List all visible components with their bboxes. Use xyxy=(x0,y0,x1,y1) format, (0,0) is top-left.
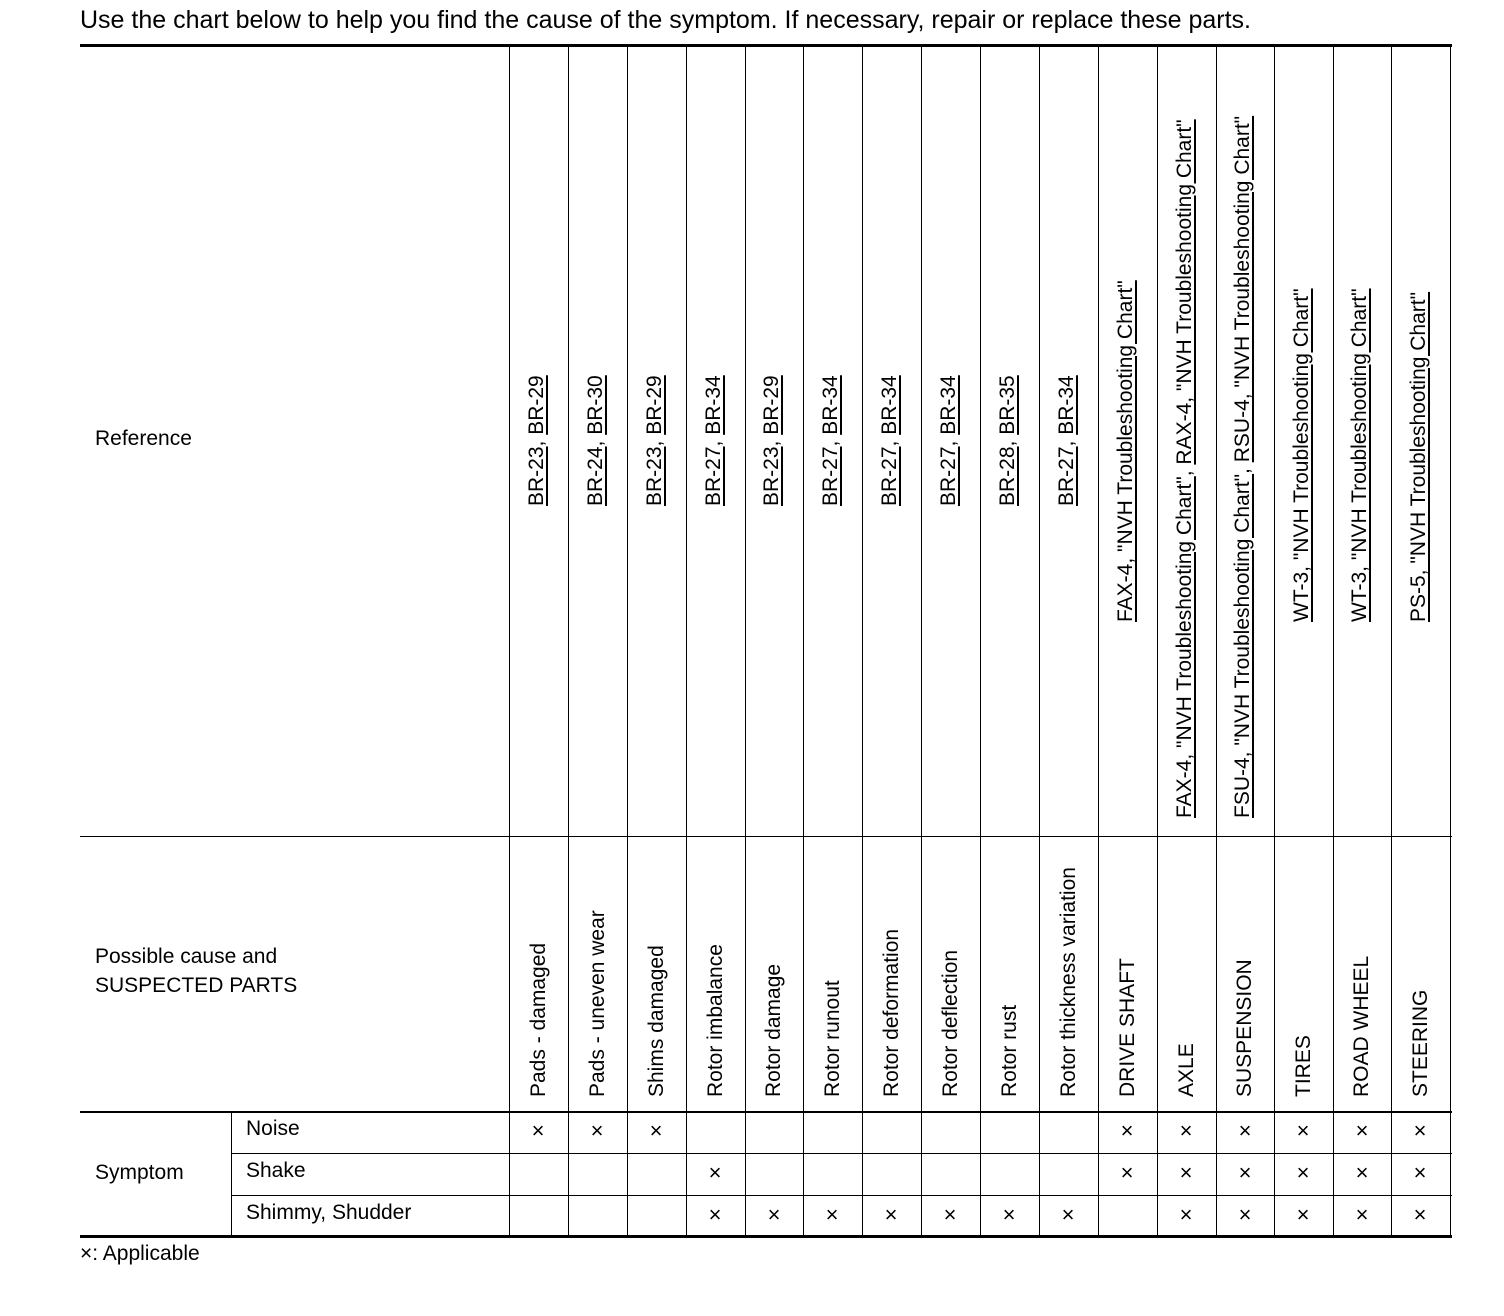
symptom-row-label: Shake xyxy=(246,1159,306,1182)
footnote: ×: Applicable xyxy=(80,1242,200,1265)
applicable-mark: × xyxy=(767,1202,781,1227)
suspected-part-label: AXLE xyxy=(1174,1043,1198,1097)
suspected-part-label: SUSPENSION xyxy=(1233,959,1256,1097)
table-bottom-rule xyxy=(80,1235,1452,1238)
column-divider xyxy=(1450,47,1451,1236)
applicable-mark: × xyxy=(531,1118,545,1143)
reference-separator: , xyxy=(1054,434,1078,447)
applicable-mark: × xyxy=(1120,1160,1134,1185)
reference-link[interactable]: BR-34 xyxy=(1054,375,1078,435)
reference-link[interactable]: PS-5, "NVH Troubleshooting Chart" xyxy=(1406,291,1430,622)
applicable-mark: × xyxy=(1355,1118,1369,1143)
reference-link[interactable]: BR-23 xyxy=(760,446,783,506)
reference-cell xyxy=(1173,119,1197,818)
parts-row-divider xyxy=(80,1111,1452,1113)
reference-separator: , xyxy=(936,434,960,447)
reference-separator: , xyxy=(995,434,1019,447)
reference-separator: , xyxy=(818,434,842,447)
suspected-part-label: Rotor damage xyxy=(762,963,785,1097)
reference-cell xyxy=(1348,288,1372,622)
applicable-mark: × xyxy=(1355,1202,1369,1227)
suspected-part-label: Rotor runout xyxy=(820,980,844,1097)
reference-separator: , xyxy=(642,434,666,447)
symptom-row-label: Noise xyxy=(246,1117,300,1140)
symptom-label: Symptom xyxy=(95,1161,184,1184)
reference-cell xyxy=(525,375,549,506)
symptom-row-divider-1 xyxy=(231,1153,1452,1154)
reference-separator: , xyxy=(524,434,548,447)
column-divider xyxy=(568,47,569,1236)
reference-link[interactable]: BR-24 xyxy=(583,446,607,506)
applicable-mark: × xyxy=(884,1202,898,1227)
reference-link[interactable]: BR-23 xyxy=(524,446,548,506)
applicable-mark: × xyxy=(649,1118,663,1143)
reference-link[interactable]: BR-30 xyxy=(583,375,607,435)
reference-link[interactable]: BR-34 xyxy=(877,375,901,435)
reference-link[interactable]: BR-27 xyxy=(1054,446,1078,506)
suspected-part-label: STEERING xyxy=(1408,989,1432,1097)
suspected-part-label: Rotor deflection xyxy=(938,949,962,1097)
reference-link[interactable]: RSU-4, "NVH Troubleshooting Chart" xyxy=(1231,115,1254,463)
column-divider xyxy=(803,47,804,1236)
reference-separator: , xyxy=(1231,462,1254,474)
applicable-mark: × xyxy=(1238,1118,1252,1143)
suspected-part-label: Rotor rust xyxy=(997,1004,1021,1097)
column-divider xyxy=(1157,47,1158,1236)
suspected-part-label: Pads - uneven wear xyxy=(585,910,609,1097)
applicable-mark: × xyxy=(1120,1118,1134,1143)
reference-link[interactable]: BR-29 xyxy=(760,375,783,435)
reference-cell xyxy=(996,375,1020,506)
applicable-mark: × xyxy=(1002,1202,1016,1227)
applicable-mark: × xyxy=(1238,1202,1252,1227)
reference-link[interactable]: BR-29 xyxy=(524,375,548,435)
table-top-rule xyxy=(80,44,1452,47)
suspected-part-label: Rotor deformation xyxy=(879,928,903,1097)
suspected-part-label: Rotor imbalance xyxy=(703,944,727,1097)
reference-link[interactable]: BR-23 xyxy=(642,446,666,506)
applicable-mark: × xyxy=(1413,1202,1427,1227)
reference-link[interactable]: FAX-4, "NVH Troubleshooting Chart" xyxy=(1113,280,1137,622)
reference-cell xyxy=(819,375,843,506)
suspected-parts-label: SUSPECTED PARTS xyxy=(95,974,298,997)
column-divider xyxy=(1391,47,1392,1236)
reference-cell xyxy=(1231,116,1255,818)
reference-link[interactable]: WT-3, "NVH Troubleshooting Chart" xyxy=(1348,288,1371,622)
applicable-mark: × xyxy=(708,1160,722,1185)
reference-link[interactable]: BR-27 xyxy=(701,446,725,506)
reference-cell xyxy=(1114,280,1138,622)
intro-text: Use the chart below to help you find the cause of the symptom. If necessary, repair or replace these parts. xyxy=(80,6,1251,34)
column-divider xyxy=(980,47,981,1236)
reference-link[interactable]: BR-34 xyxy=(701,375,725,435)
reference-separator: , xyxy=(760,434,783,447)
symptom-label-divider xyxy=(231,1112,232,1236)
column-divider xyxy=(1274,47,1275,1236)
reference-cell xyxy=(878,375,902,506)
reference-link[interactable]: BR-34 xyxy=(818,375,842,435)
applicable-mark: × xyxy=(943,1202,957,1227)
applicable-mark: × xyxy=(1179,1160,1193,1185)
column-divider xyxy=(1039,47,1040,1236)
reference-link[interactable]: BR-28 xyxy=(995,446,1019,506)
applicable-mark: × xyxy=(1413,1160,1427,1185)
suspected-part-label: TIRES xyxy=(1291,1035,1315,1097)
column-divider xyxy=(921,47,922,1236)
reference-link[interactable]: BR-29 xyxy=(642,375,666,435)
applicable-mark: × xyxy=(1179,1118,1193,1143)
suspected-part-label: Pads - damaged xyxy=(526,942,550,1097)
reference-cell xyxy=(937,375,961,506)
reference-link[interactable]: BR-27 xyxy=(818,446,842,506)
reference-cell xyxy=(702,375,726,506)
reference-cell xyxy=(643,375,667,506)
applicable-mark: × xyxy=(1179,1202,1193,1227)
reference-row-divider xyxy=(80,836,1452,837)
column-divider xyxy=(1333,47,1334,1236)
applicable-mark: × xyxy=(1296,1202,1310,1227)
applicable-mark: × xyxy=(590,1118,604,1143)
reference-link[interactable]: BR-34 xyxy=(936,375,960,435)
applicable-mark: × xyxy=(1355,1160,1369,1185)
reference-cell xyxy=(1055,375,1079,506)
suspected-part-label: ROAD WHEEL xyxy=(1350,955,1373,1097)
applicable-mark: × xyxy=(1413,1118,1427,1143)
reference-separator: , xyxy=(1172,464,1196,477)
reference-link[interactable]: RAX-4, "NVH Troubleshooting Chart" xyxy=(1172,119,1196,465)
applicable-mark: × xyxy=(1238,1160,1252,1185)
reference-link[interactable]: WT-3, "NVH Troubleshooting Chart" xyxy=(1289,288,1313,622)
column-divider xyxy=(862,47,863,1236)
column-divider xyxy=(509,47,510,1236)
reference-cell xyxy=(1290,288,1314,622)
reference-cell xyxy=(1407,292,1431,622)
reference-separator: , xyxy=(877,434,901,447)
applicable-mark: × xyxy=(825,1202,839,1227)
reference-link[interactable]: FAX-4, "NVH Troubleshooting Chart" xyxy=(1172,476,1196,818)
possible-cause-label: Possible cause and xyxy=(95,945,278,968)
suspected-part-label: DRIVE SHAFT xyxy=(1115,958,1139,1097)
suspected-part-label: Shims damaged xyxy=(644,945,668,1097)
reference-separator: , xyxy=(583,434,607,447)
column-divider xyxy=(627,47,628,1236)
symptom-row-label: Shimmy, Shudder xyxy=(246,1201,412,1224)
reference-cell xyxy=(760,375,784,506)
reference-link[interactable]: BR-27 xyxy=(936,446,960,506)
applicable-mark: × xyxy=(1061,1202,1075,1227)
column-divider xyxy=(1098,47,1099,1236)
applicable-mark: × xyxy=(1296,1160,1310,1185)
reference-link[interactable]: BR-27 xyxy=(877,446,901,506)
column-divider xyxy=(686,47,687,1236)
applicable-mark: × xyxy=(1296,1118,1310,1143)
reference-link[interactable]: FSU-4, "NVH Troubleshooting Chart" xyxy=(1231,473,1254,818)
reference-separator: , xyxy=(701,434,725,447)
column-divider xyxy=(1216,47,1217,1236)
reference-link[interactable]: BR-35 xyxy=(995,375,1019,435)
applicable-mark: × xyxy=(708,1202,722,1227)
suspected-part-label: Rotor thickness variation xyxy=(1056,867,1080,1097)
reference-label: Reference xyxy=(95,427,192,450)
column-divider xyxy=(745,47,746,1236)
reference-cell xyxy=(584,375,608,506)
symptom-row-divider-2 xyxy=(231,1195,1452,1196)
